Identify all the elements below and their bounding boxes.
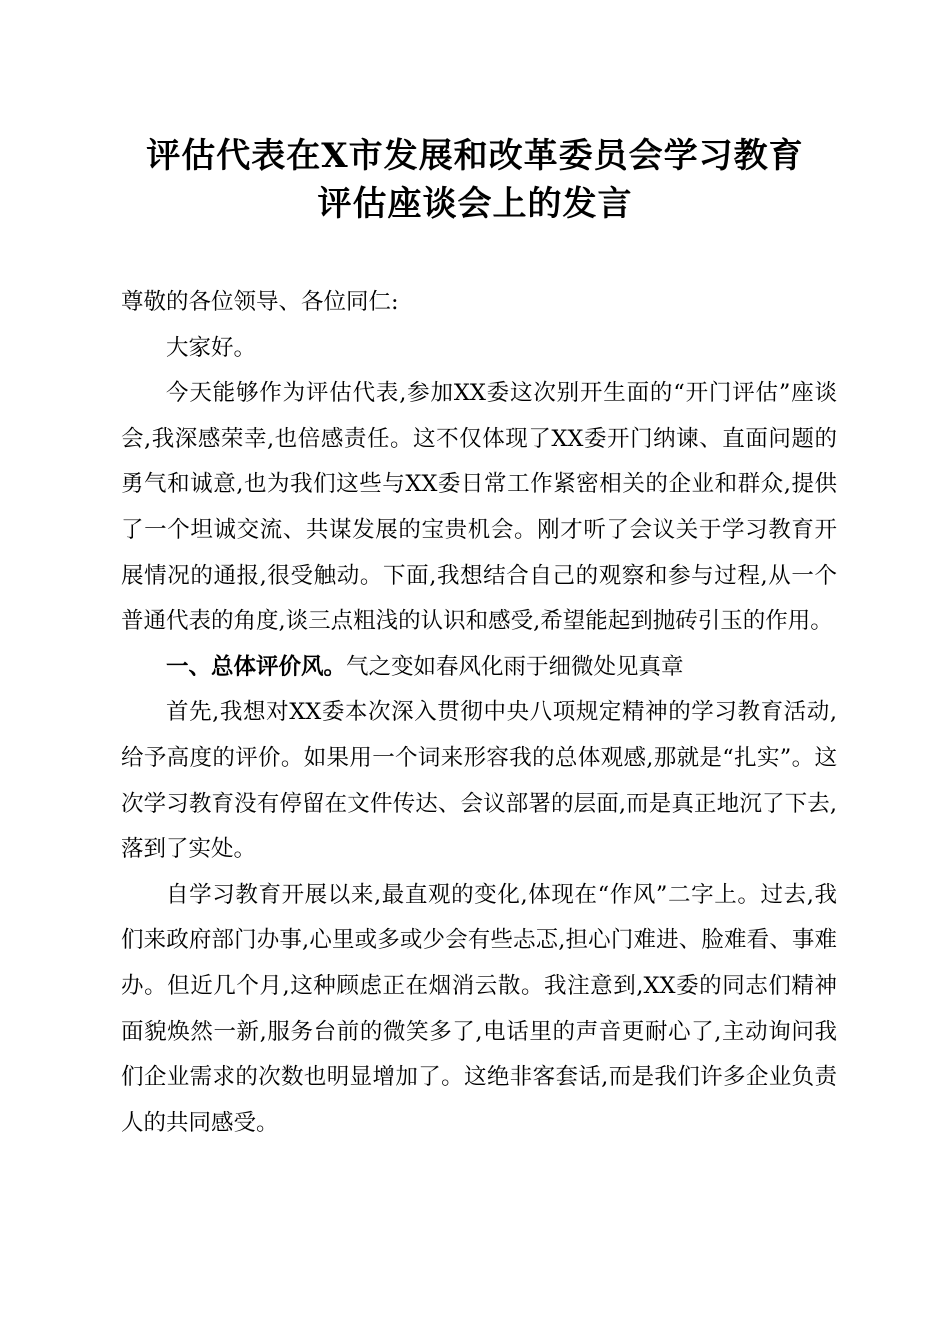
title-line-2: 评估座谈会上的发言 xyxy=(317,184,633,224)
section-heading-1-rest: 气之变如春风化雨于细微处见真章 xyxy=(346,653,684,680)
document-body xyxy=(121,280,837,1146)
document-title xyxy=(60,132,890,228)
title-line-1: 评估代表在X市发展和改革委员会学习教育 xyxy=(146,136,804,176)
section-heading-1 xyxy=(121,645,837,691)
salutation: 尊敬的各位领导、各位同仁: xyxy=(121,289,399,315)
intro-paragraph: 今天能够作为评估代表,参加XX委这次别开生面的“开门评估”座谈会,我深感荣幸,也倍感责任。这不仅体现了XX委开门纳谏、直面问题的勇气和诚意,也为我们这些与XX委日常工作紧密相关的企业和群众,提供了一个坦诚交流、共谋发展的宝贵机会。刚才听了会议关于学习教育开展情况的通报,很受触动。下面,我想结合自己的观察和参与过程,从一个普通代表的角度,谈三点粗浅的认识和感受,希望能起到抛砖引玉的作用。 xyxy=(121,380,837,635)
section-heading-1-lead: 一、总体评价风。 xyxy=(166,653,347,680)
section-1-paragraph-2: 自学习教育开展以来,最直观的变化,体现在“作风”二字上。过去,我们来政府部门办事,心里或多或少会有些忐忑,担心门难进、脸难看、事难办。但近几个月,这种顾虑正在烟消云散。我注意到,XX委的同志们精神面貌焕然一新,服务台前的微笑多了,电话里的声音更耐心了,主动询问我们企业需求的次数也明显增加了。这绝非客套话,而是我们许多企业负责人的共同感受。 xyxy=(121,881,837,1136)
section-1-paragraph-1: 首先,我想对XX委本次深入贯彻中央八项规定精神的学习教育活动,给予高度的评价。如果用一个词来形容我的总体观感,那就是“扎实”。这次学习教育没有停留在文件传达、会议部署的层面,而是真正地沉了下去,落到了实处。 xyxy=(121,699,837,863)
greeting: 大家好。 xyxy=(166,334,257,361)
